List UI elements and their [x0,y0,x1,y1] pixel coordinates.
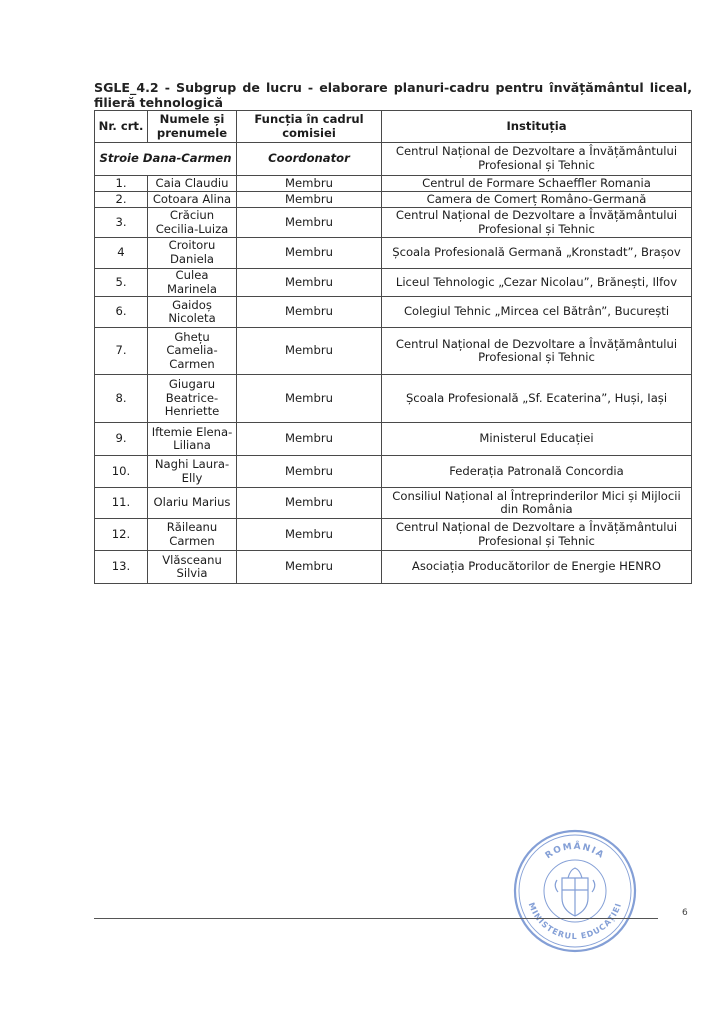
members-table [94,110,692,584]
row-name: Ghețu Camelia-Carmen [148,328,237,375]
header-nr: Nr. crt. [95,111,148,143]
page-number: 6 [682,908,688,918]
table-row [95,176,692,192]
section-heading: SGLE_4.2 - Subgrup de lucru - elaborare planuri-cadru pentru învățământul liceal, filieră tehnologică [94,80,692,110]
row-function: Membru [237,488,382,519]
table-row [95,519,692,551]
row-name: Vlăsceanu Silvia [148,551,237,584]
row-name: Naghi Laura-Elly [148,456,237,488]
row-nr: 11. [95,488,148,519]
table-row [95,423,692,456]
row-institution: Școala Profesională „Sf. Ecaterina”, Huși, Iași [382,375,692,423]
row-name: Culea Marinela [148,269,237,297]
row-name: Iftemie Elena-Liliana [148,423,237,456]
row-function: Membru [237,192,382,208]
coordinator-function: Coordonator [237,143,382,176]
coordinator-institution: Centrul Național de Dezvoltare a Învățământului Profesional și Tehnic [382,143,692,176]
table-row [95,328,692,375]
row-nr: 3. [95,208,148,238]
row-institution: Consiliul Național al Întreprinderilor Mici și Mijlocii din România [382,488,692,519]
row-name: Croitoru Daniela [148,238,237,269]
row-function: Membru [237,269,382,297]
row-institution: Centrul Național de Dezvoltare a Învățământului Profesional și Tehnic [382,519,692,551]
table-row [95,269,692,297]
row-function: Membru [237,423,382,456]
row-institution: Centrul Național de Dezvoltare a Învățământului Profesional și Tehnic [382,328,692,375]
header-name: Numele și prenumele [148,111,237,143]
row-institution: Colegiul Tehnic „Mircea cel Bătrân”, București [382,297,692,328]
row-function: Membru [237,328,382,375]
row-function: Membru [237,208,382,238]
coordinator-row [95,143,692,176]
ministry-stamp [512,828,638,954]
header-function: Funcția în cadrul comisiei [237,111,382,143]
row-institution: Centrul de Formare Schaeffler Romania [382,176,692,192]
row-nr: 12. [95,519,148,551]
row-nr: 13. [95,551,148,584]
row-nr: 10. [95,456,148,488]
stamp-top-text: ROMÂNIA [543,841,607,862]
row-nr: 6. [95,297,148,328]
row-institution: Federația Patronală Concordia [382,456,692,488]
row-nr: 2. [95,192,148,208]
stamp-bottom-text: MINISTERUL EDUCAȚIEI [526,901,624,942]
row-nr: 1. [95,176,148,192]
table-row [95,297,692,328]
row-function: Membru [237,297,382,328]
table-row [95,192,692,208]
row-name: Răileanu Carmen [148,519,237,551]
row-function: Membru [237,238,382,269]
row-institution: Liceul Tehnologic „Cezar Nicolau”, Brănești, Ilfov [382,269,692,297]
row-function: Membru [237,456,382,488]
row-institution: Centrul Național de Dezvoltare a Învățământului Profesional și Tehnic [382,208,692,238]
row-name: Crăciun Cecilia-Luiza [148,208,237,238]
row-nr: 7. [95,328,148,375]
row-name: Cotoara Alina [148,192,237,208]
table-row [95,208,692,238]
table-row [95,488,692,519]
row-nr: 9. [95,423,148,456]
row-function: Membru [237,176,382,192]
row-nr: 8. [95,375,148,423]
row-name: Caia Claudiu [148,176,237,192]
table-row [95,456,692,488]
row-name: Olariu Marius [148,488,237,519]
header-institution: Instituția [382,111,692,143]
row-nr: 5. [95,269,148,297]
table-row [95,375,692,423]
row-function: Membru [237,519,382,551]
row-institution: Școala Profesională Germană „Kronstadt”, Brașov [382,238,692,269]
row-institution: Asociația Producătorilor de Energie HENRO [382,551,692,584]
row-institution: Ministerul Educației [382,423,692,456]
coat-of-arms-icon [555,868,595,916]
row-name: Giugaru Beatrice-Henriette [148,375,237,423]
coordinator-name: Stroie Dana-Carmen [95,143,237,176]
table-row [95,238,692,269]
row-function: Membru [237,551,382,584]
table-header-row [95,111,692,143]
row-nr: 4 [95,238,148,269]
row-name: Gaidoș Nicoleta [148,297,237,328]
row-institution: Camera de Comerț Româno-Germană [382,192,692,208]
table-row [95,551,692,584]
row-function: Membru [237,375,382,423]
footer-divider [94,918,658,919]
